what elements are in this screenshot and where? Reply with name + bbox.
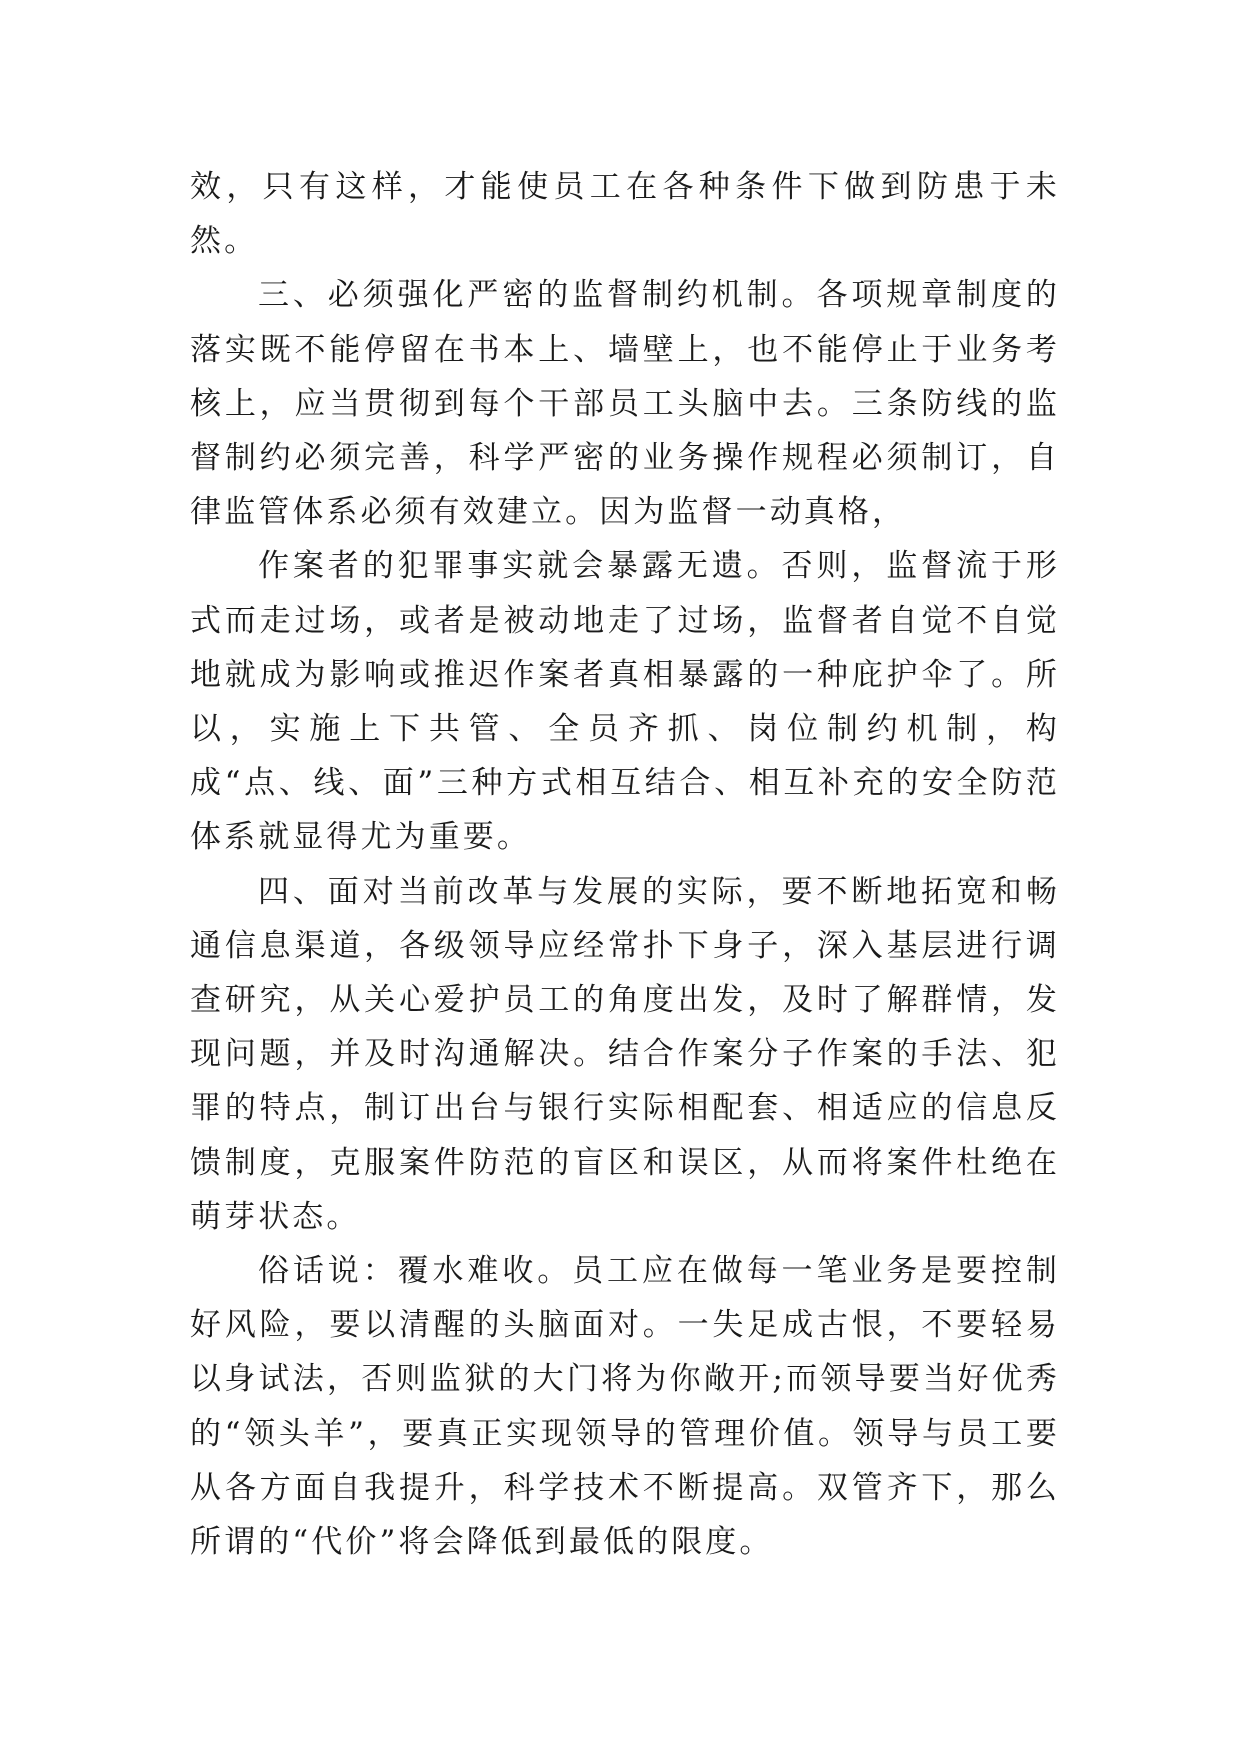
paragraph-conclusion: 俗话说：覆水难收。员工应在做每一笔业务是要控制好风险，要以清醒的头脑面对。一失足成古恨，不要轻易以身试法，否则监狱的大门将为你敞开;而领导要当好优秀的“领头羊”，要真正实现领导的管理价值。领导与员工要从各方面自我提升，科学技术不断提高。双管齐下，那么所谓的“代价”将会降低到最低的限度。: [190, 1253, 1060, 1561]
paragraph-supervision-mechanism: 三、必须强化严密的监督制约机制。各项规章制度的落实既不能停留在书本上、墙壁上，也不能停止于业务考核上，应当贯彻到每个干部员工头脑中去。三条防线的监督制约必须完善，科学严密的业务操作规程必须制订，自律监管体系必须有效建立。因为监督一动真格，: [190, 277, 1060, 531]
paragraph-information-channels: 四、面对当前改革与发展的实际，要不断地拓宽和畅通信息渠道，各级领导应经常扑下身子，深入基层进行调查研究，从关心爱护员工的角度出发，及时了解群情，发现问题，并及时沟通解决。结合作案分子作案的手法、犯罪的特点，制订出台与银行实际相配套、相适应的信息反馈制度，克服案件防范的盲区和误区，从而将案件杜绝在萌芽状态。: [190, 873, 1060, 1235]
paragraph-crime-exposure: 作案者的犯罪事实就会暴露无遗。否则，监督流于形式而走过场，或者是被动地走了过场，监督者自觉不自觉地就成为影响或推迟作案者真相暴露的一种庇护伞了。所以，实施上下共管、全员齐抓、岗位制约机制，构成“点、线、面”三种方式相互结合、相互补充的安全防范体系就显得尤为重要。: [190, 548, 1060, 856]
body-text: [190, 160, 1060, 1569]
paragraph-continuation: 效，只有这样，才能使员工在各种条件下做到防患于未然。: [190, 169, 1060, 260]
